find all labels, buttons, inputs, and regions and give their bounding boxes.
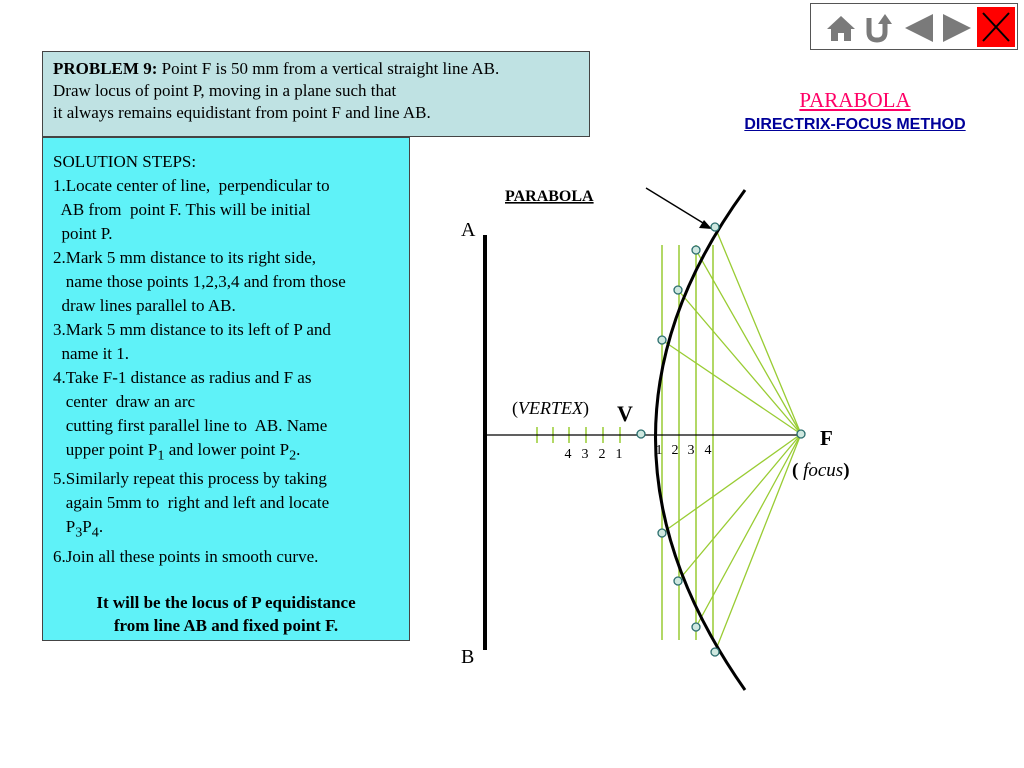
conclusion-line-2: from line AB and fixed point F.	[113, 615, 339, 635]
locus-point	[711, 223, 719, 231]
subscript-4: 4	[91, 524, 99, 541]
focus-label: ( focus)	[792, 460, 850, 481]
step-3-line-1: 3.Mark 5 mm distance to its left of P and	[53, 320, 331, 339]
step-4-text-c: .	[296, 440, 301, 459]
step-2-line-1: 2.Mark 5 mm distance to its right side,	[53, 248, 316, 267]
step-1-line-3: point P.	[53, 224, 113, 243]
division-numbers	[565, 443, 712, 462]
step-4-text-a: upper point P	[53, 440, 158, 459]
subscript-3: 3	[75, 524, 83, 541]
step-5-text-a: P	[53, 517, 76, 537]
step-3-line-2: name it 1.	[53, 344, 130, 363]
step-1-line-1: 1.Locate center of line, perpendicular to	[53, 176, 330, 195]
right-number-4: 4	[704, 443, 712, 458]
problem-label: PROBLEM 9:	[53, 59, 158, 78]
label-v: V	[617, 401, 633, 426]
step-5-text-b: P	[82, 517, 92, 537]
radius-line-4	[662, 340, 801, 434]
step-1-line-2: AB from point F. This will be initial	[53, 200, 311, 219]
radius-line-8	[715, 434, 801, 652]
right-number-3: 3	[687, 443, 695, 458]
radius-line-2	[696, 250, 801, 434]
radius-line-1	[715, 227, 801, 434]
locus-point	[658, 336, 666, 344]
construction-lines	[537, 227, 801, 652]
locus-point	[658, 529, 666, 537]
subscript-2: 2	[289, 447, 297, 464]
problem-line-2: Draw locus of point P, moving in a plane such that	[53, 81, 397, 100]
locus-point	[674, 577, 682, 585]
left-number-2: 2	[598, 447, 606, 462]
title-sub: DIRECTRIX-FOCUS METHOD	[744, 116, 966, 133]
step-5-text-c: .	[98, 517, 104, 537]
locus-point	[711, 648, 719, 656]
parabola-label: PARABOLA	[505, 188, 594, 205]
step-4-line-2: center draw an arc	[53, 392, 196, 411]
title-main: PARABOLA	[799, 88, 911, 112]
step-5-line-2: again 5mm to right and left and locate	[53, 493, 330, 513]
steps-heading: SOLUTION STEPS:	[53, 152, 197, 171]
right-number-1: 1	[655, 443, 663, 458]
step-4-text-b: and lower point P	[164, 440, 290, 459]
vertex-label: (VERTEX)	[512, 398, 589, 418]
label-a: A	[461, 219, 476, 241]
problem-text-1: Point F is 50 mm from a vertical straight line AB.	[157, 59, 500, 78]
step-2-line-2: name those points 1,2,3,4 and from those	[53, 272, 346, 291]
step-6: 6.Join all these points in smooth curve.	[53, 546, 319, 566]
step-2-line-3: draw lines parallel to AB.	[53, 296, 236, 315]
radius-line-7	[696, 434, 801, 627]
step-4-line-1: 4.Take F-1 distance as radius and F as	[53, 368, 312, 387]
conclusion-line-1: It will be the locus of P equidistance	[96, 592, 356, 612]
right-number-2: 2	[671, 443, 679, 458]
step-4-line-3: cutting first parallel line to AB. Name	[53, 416, 328, 435]
left-number-1: 1	[615, 447, 623, 462]
label-b: B	[461, 646, 475, 668]
parabola-pointer-line	[646, 188, 708, 226]
vertex-point	[637, 430, 645, 438]
left-number-4: 4	[564, 447, 572, 462]
step-5-line-1: 5.Similarly repeat this process by taking	[53, 469, 327, 489]
locus-point	[692, 623, 700, 631]
problem-line-3: it always remains equidistant from point F and line AB.	[53, 103, 431, 122]
parabola-curve	[656, 190, 746, 690]
subscript-1: 1	[157, 447, 165, 464]
left-number-3: 3	[581, 447, 589, 462]
focus-point	[797, 430, 805, 438]
label-f: F	[820, 426, 833, 450]
locus-point	[674, 286, 682, 294]
radius-line-5	[662, 434, 801, 533]
locus-point	[692, 246, 700, 254]
